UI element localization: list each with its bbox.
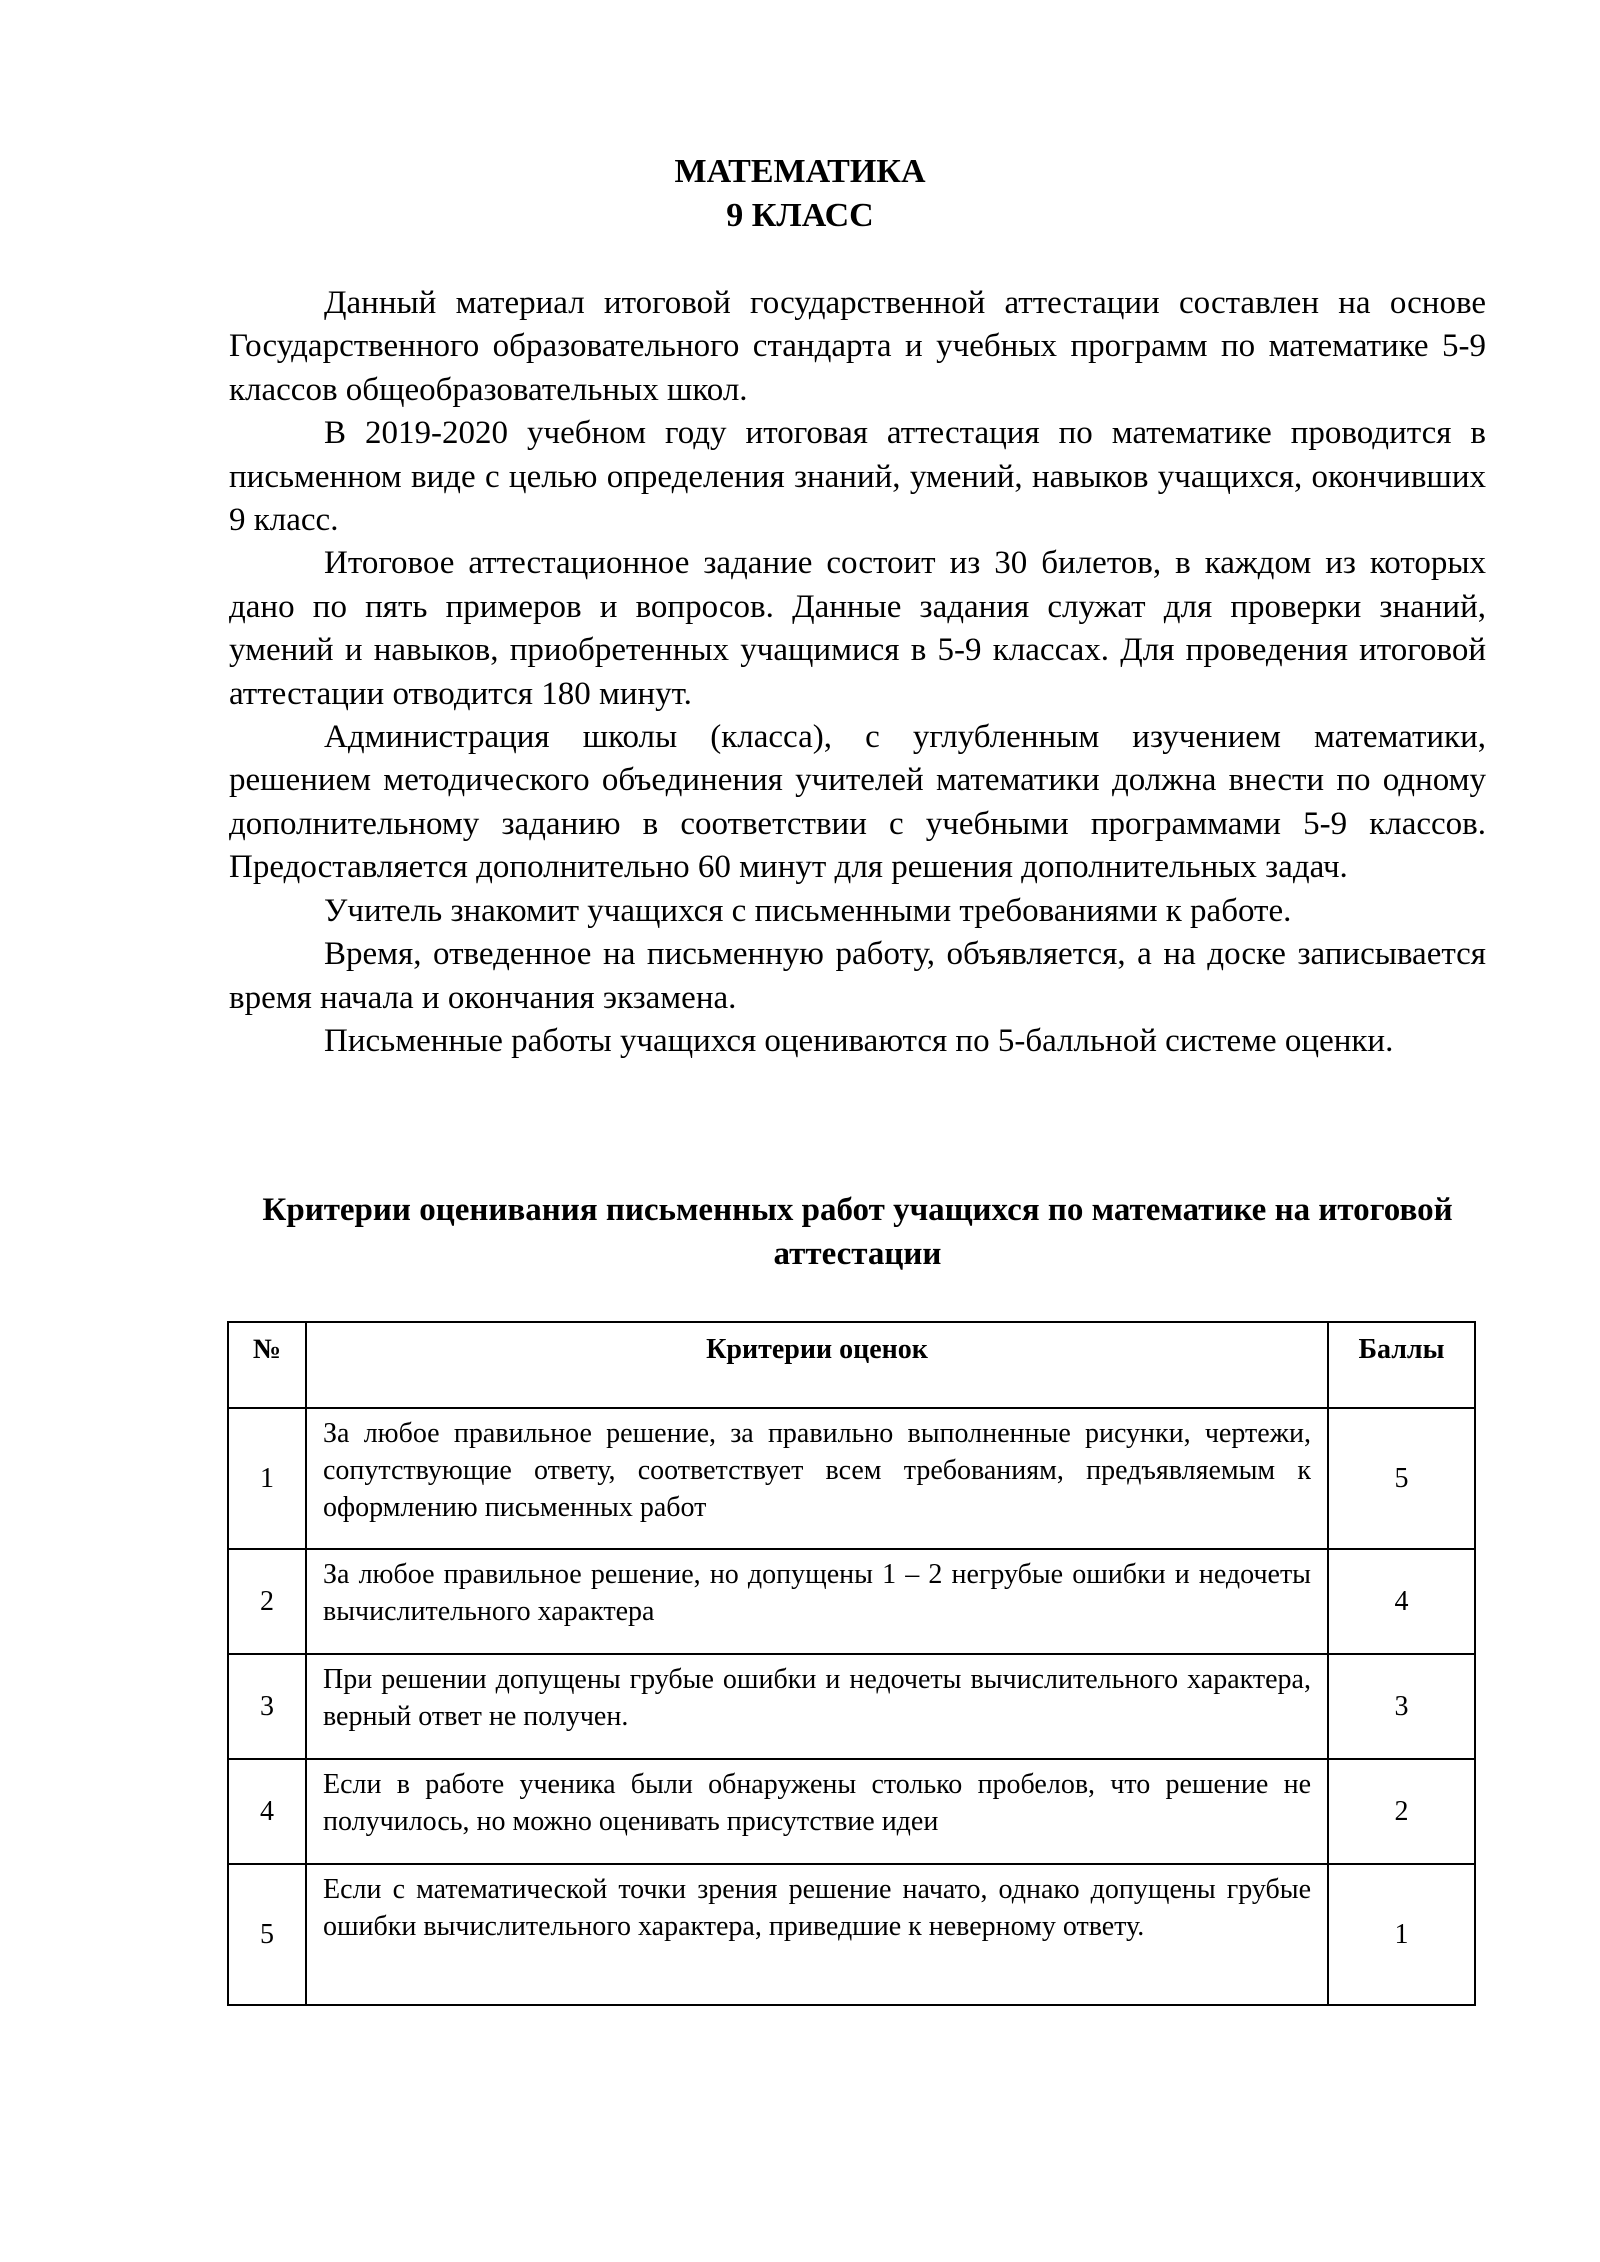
criterion-column-header: Критерии оценок: [306, 1322, 1328, 1408]
paragraph: Письменные работы учащихся оцениваются по 5-балльной системе оценки.: [324, 1022, 1394, 1059]
criterion-text: За любое правильное решение, за правильно выполненные рисунки, чертежи, сопутствующие ответу, соответствует всем требованиям, предъявляемым к оформлению письменных работ: [306, 1408, 1328, 1549]
document-title: [0, 150, 1600, 238]
row-number: 1: [228, 1408, 306, 1549]
criterion-text: Если в работе ученика были обнаружены столько пробелов, что решение не получилось, но можно оценивать присутствие идеи: [306, 1759, 1328, 1864]
paragraph: Учитель знакомит учащихся с письменными требованиями к работе.: [324, 892, 1292, 929]
table-row: [228, 1549, 1475, 1654]
score-column-header: Баллы: [1328, 1322, 1475, 1408]
paragraph: Итоговое аттестационное задание состоит из 30 билетов, в каждом из которых дано по пять примеров и вопросов. Данные задания служат для проверки знаний, умений и навыков, приобретенных учащимися в 5-9 классах. Для проведения итоговой аттестации отводится 180 минут.: [229, 545, 1486, 712]
score-value: 2: [1328, 1759, 1475, 1864]
table-row: [228, 1864, 1475, 2005]
criteria-table: [227, 1321, 1476, 2006]
row-number: 4: [228, 1759, 306, 1864]
row-number: 2: [228, 1549, 306, 1654]
row-number: 5: [228, 1864, 306, 2005]
paragraph: В 2019-2020 учебном году итоговая аттестация по математике проводится в письменном виде с целью определения знаний, умений, навыков учащихся, окончивших 9 класс.: [229, 415, 1486, 539]
criterion-text: Если с математической точки зрения решение начато, однако допущены грубые ошибки вычислительного характера, приведшие к неверному ответу.: [306, 1864, 1328, 2005]
score-value: 1: [1328, 1864, 1475, 2005]
grade-heading: 9 КЛАСС: [726, 197, 874, 234]
table-row: [228, 1654, 1475, 1759]
paragraph: Администрация школы (класса), с углубленным изучением математики, решением методического объединения учителей математики должна внести по одному дополнительному заданию в соответствии с учебными программами 5-9 классов. Предоставляется дополнительно 60 минут для решения дополнительных задач.: [229, 719, 1486, 886]
score-value: 4: [1328, 1549, 1475, 1654]
intro-text: [229, 282, 1486, 1063]
row-number: 3: [228, 1654, 306, 1759]
table-row: [228, 1759, 1475, 1864]
score-value: 5: [1328, 1408, 1475, 1549]
paragraph: Данный материал итоговой государственной аттестации составлен на основе Государственного образовательного стандарта и учебных программ по математике 5-9 классов общеобразовательных школ.: [229, 285, 1486, 408]
subject-heading: МАТЕМАТИКА: [674, 153, 926, 190]
table-header-row: [228, 1322, 1475, 1408]
number-column-header: №: [228, 1322, 306, 1408]
table-row: [228, 1408, 1475, 1549]
criterion-text: За любое правильное решение, но допущены 1 – 2 негрубые ошибки и недочеты вычислительного характера: [306, 1549, 1328, 1654]
criterion-text: При решении допущены грубые ошибки и недочеты вычислительного характера, верный ответ не получен.: [306, 1654, 1328, 1759]
criteria-heading: Критерии оценивания письменных работ учащихся по математике на итоговой аттестации: [262, 1192, 1453, 1272]
score-value: 3: [1328, 1654, 1475, 1759]
paragraph: Время, отведенное на письменную работу, объявляется, а на доске записывается время начала и окончания экзамена.: [229, 936, 1486, 1016]
